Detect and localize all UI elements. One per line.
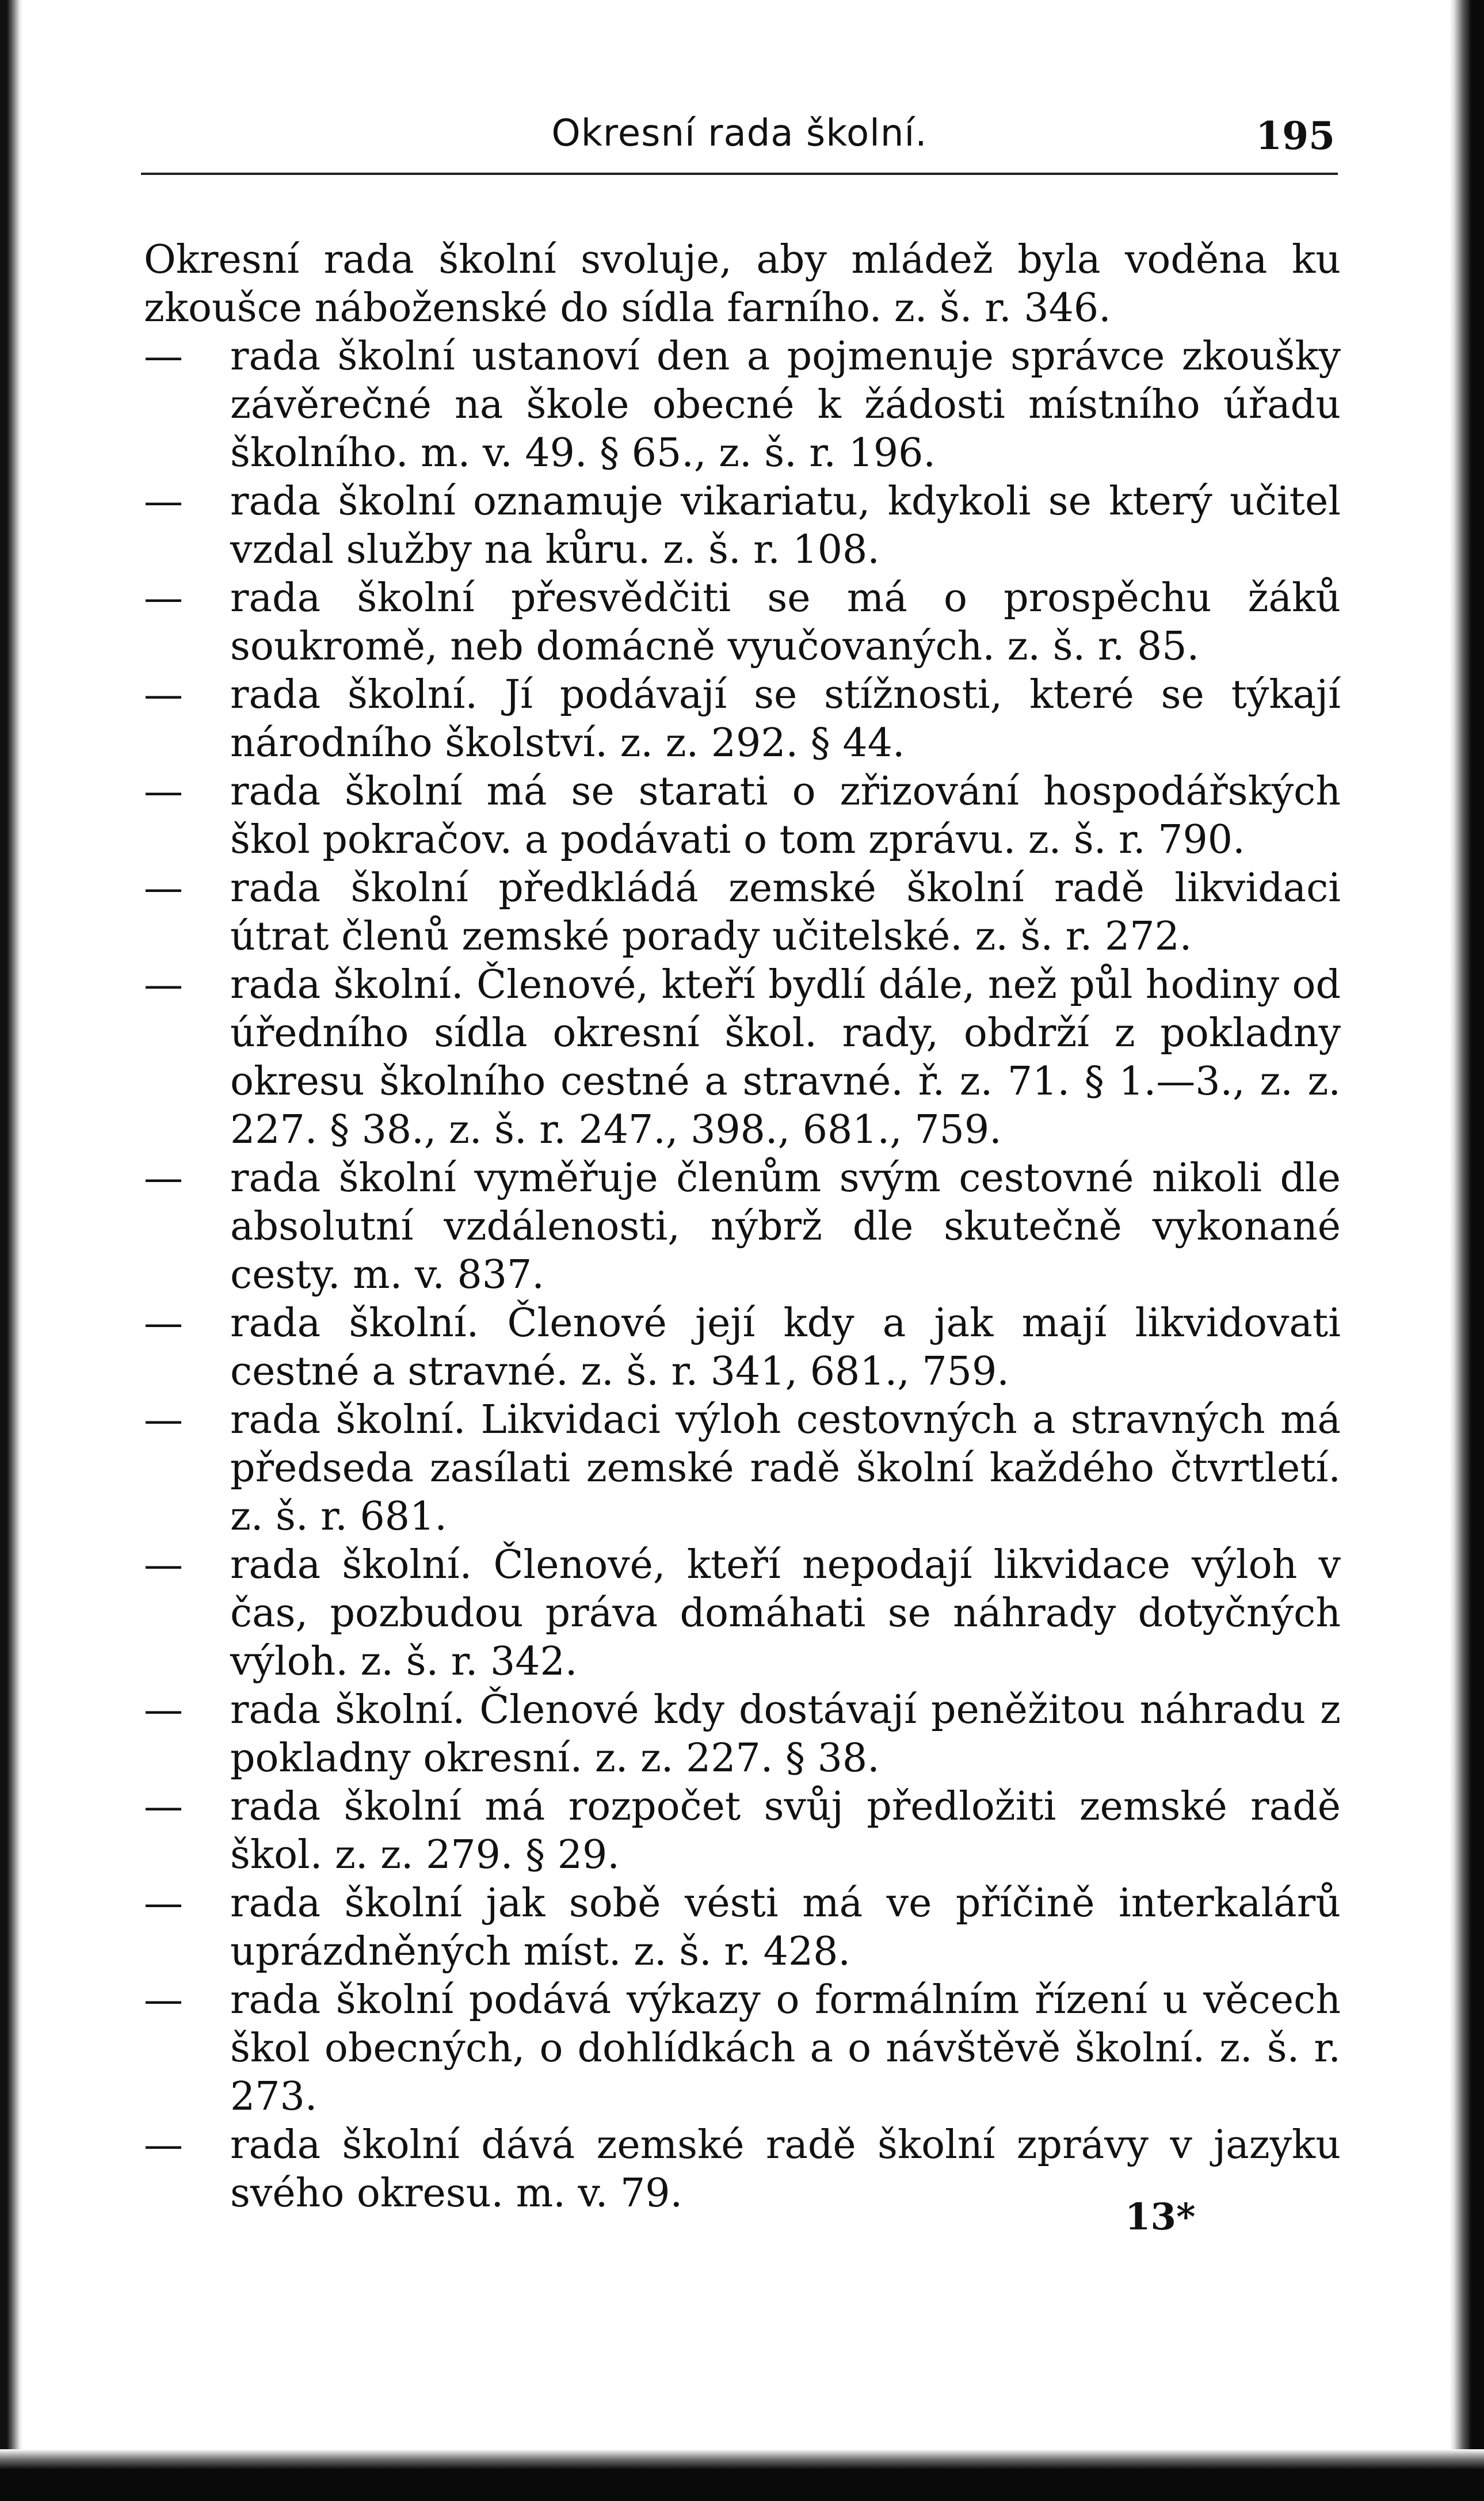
entry-text: rada školní. Likvidaci výloh cestovných a stravných má předseda zasílati zemské radě školní každého čtvrtletí. z. š. r. 681. xyxy=(230,1397,1341,1539)
signature-mark: 13* xyxy=(1125,2195,1196,2239)
index-entry xyxy=(144,864,1341,961)
entry-text: rada školní má rozpočet svůj předložiti zemské radě škol. z. z. 279. § 29. xyxy=(230,1784,1341,1878)
scan-edge-left xyxy=(0,0,23,2501)
entry-text: rada školní podává výkazy o formálním řízení u věcech škol obecných, o dohlídkách a o návštěvě školní. z. š. r. 273. xyxy=(230,1977,1341,2119)
index-entry xyxy=(144,236,1341,333)
entry-text: rada školní. Členové kdy dostávají peněžitou náhradu z pokladny okresní. z. z. 227. § 38. xyxy=(230,1687,1341,1781)
index-entry xyxy=(144,1299,1341,1396)
entry-dash: — xyxy=(144,769,183,814)
index-entry xyxy=(144,1396,1341,1541)
page-header xyxy=(144,112,1335,170)
entry-dash: — xyxy=(144,575,183,621)
entry-text: rada školní ustanoví den a pojmenuje správce zkoušky závěrečné na škole obecné k žádosti místního úřadu školního. m. v. 49. § 65., z. š. r. 196. xyxy=(230,334,1341,476)
index-entry xyxy=(144,671,1341,768)
scan-edge-right xyxy=(1449,0,1484,2501)
index-entries xyxy=(144,236,1341,2218)
entry-text: rada školní. Jí podávají se stížnosti, které se týkají národního školství. z. z. 292. § 44. xyxy=(230,672,1341,766)
header-rule xyxy=(141,173,1338,175)
entry-dash: — xyxy=(144,1397,183,1443)
entry-text: rada školní. Členové její kdy a jak mají likvidovati cestné a stravné. z. š. r. 341, 681., 759. xyxy=(230,1301,1341,1394)
entry-text: rada školní dává zemské radě školní zprávy v jazyku svého okresu. m. v. 79. xyxy=(230,2122,1341,2216)
index-entry xyxy=(144,478,1341,574)
index-entry xyxy=(144,768,1341,864)
entry-text: rada školní jak sobě vésti má ve příčině interkalárů uprázdněných míst. z. š. r. 428. xyxy=(230,1881,1341,1974)
entry-dash: — xyxy=(144,1542,183,1588)
index-entry xyxy=(144,1154,1341,1299)
index-entry xyxy=(144,1541,1341,1686)
index-entry xyxy=(144,1783,1341,1879)
entry-dash: — xyxy=(144,1784,183,1829)
entry-text: rada školní přesvědčiti se má o prospěchu žáků soukromě, neb domácně vyučovaných. z. š. r. 85. xyxy=(230,575,1341,669)
entry-text: Okresní rada školní svoluje, aby mládež byla voděna ku zkoušce náboženské do sídla farního. z. š. r. 346. xyxy=(144,237,1341,331)
entry-dash: — xyxy=(144,479,183,524)
page-number: 195 xyxy=(1256,113,1335,158)
entry-text: rada školní má se starati o zřizování hospodářských škol pokračov. a podávati o tom zprávu. z. š. r. 790. xyxy=(230,769,1341,863)
entry-dash: — xyxy=(144,672,183,718)
entry-dash: — xyxy=(144,1881,183,1926)
running-title: Okresní rada školní. xyxy=(551,112,928,155)
index-entry xyxy=(144,1686,1341,1783)
entry-dash: — xyxy=(144,2122,183,2168)
entry-text: rada školní předkládá zemské školní radě likvidaci útrat členů zemské porady učitelské. z. š. r. 272. xyxy=(230,866,1341,959)
index-entry xyxy=(144,333,1341,478)
entry-text: rada školní oznamuje vikariatu, kdykoli se který učitel vzdal služby na kůru. z. š. r. 108. xyxy=(230,479,1341,573)
entry-dash: — xyxy=(144,962,183,1008)
index-entry xyxy=(144,1976,1341,2121)
entry-dash: — xyxy=(144,1156,183,1201)
index-entry xyxy=(144,961,1341,1154)
entry-text: rada školní. Členové, kteří bydlí dále, než půl hodiny od úředního sídla okresní škol. rady, obdrží z pokladny okresu školního cestné a stravné. ř. z. 71. § 1.—3., z. z. 227. § 38., z. š. r. 247., 398., 681., 759. xyxy=(230,962,1341,1153)
entry-dash: — xyxy=(144,1977,183,2023)
scan-edge-bottom xyxy=(0,2449,1484,2501)
entry-text: rada školní. Členové, kteří nepodají likvidace výloh v čas, pozbudou práva domáhati se náhrady dotyčných výloh. z. š. r. 342. xyxy=(230,1542,1341,1684)
index-entry xyxy=(144,574,1341,671)
entry-dash: — xyxy=(144,1687,183,1733)
entry-dash: — xyxy=(144,1301,183,1346)
entry-text: rada školní vyměřuje členům svým cestovné nikoli dle absolutní vzdálenosti, nýbrž dle skutečně vykonané cesty. m. v. 837. xyxy=(230,1156,1341,1298)
index-entry xyxy=(144,1879,1341,1976)
entry-dash: — xyxy=(144,334,183,379)
entry-dash: — xyxy=(144,866,183,911)
